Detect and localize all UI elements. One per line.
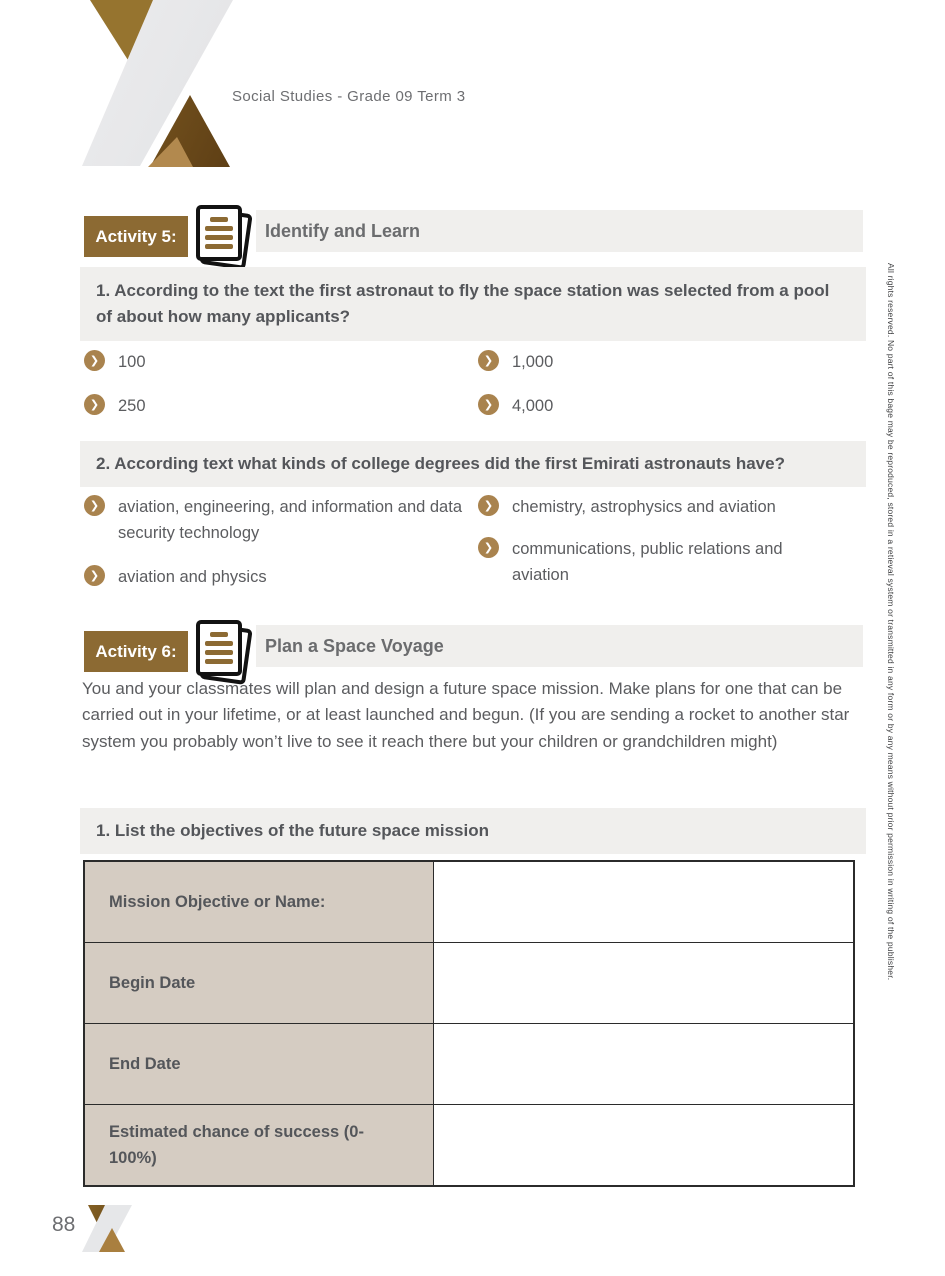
chevron-bullet-icon: ❯ — [478, 537, 499, 558]
question-1-options — [84, 349, 866, 437]
task1-heading: 1. List the objectives of the future space mission — [96, 821, 489, 840]
row-answer-cell[interactable] — [434, 862, 853, 942]
chevron-bullet-icon: ❯ — [84, 565, 105, 586]
chevron-bullet-icon: ❯ — [478, 350, 499, 371]
option-q2-b[interactable] — [84, 564, 478, 590]
option-q1-b[interactable] — [84, 393, 478, 419]
page-content — [80, 0, 866, 1276]
chevron-bullet-icon: ❯ — [84, 495, 105, 516]
option-q2-d[interactable] — [478, 536, 866, 588]
copyright-notice: All rights reserved. No part of this bage may be reproduced, stored in a retieval system or transmitted in any form or by any means without prior permission in writing of the publisher. — [886, 263, 896, 981]
row-label: End Date — [85, 1024, 434, 1104]
document-pages-icon — [194, 618, 252, 684]
activity6-title: Plan a Space Voyage — [265, 635, 444, 656]
mission-plan-table — [83, 860, 855, 1187]
row-label: Begin Date — [85, 943, 434, 1023]
option-label: 1,000 — [512, 353, 554, 371]
document-front-page — [196, 620, 242, 676]
footer-logo — [80, 1203, 135, 1253]
row-answer-cell[interactable] — [434, 1024, 853, 1104]
activity6-badge: Activity 6: — [84, 631, 188, 672]
task1-heading-box — [80, 808, 866, 854]
table-row — [85, 943, 853, 1024]
option-q2-a[interactable] — [84, 494, 478, 546]
option-label: chemistry, astrophysics and aviation — [512, 498, 776, 516]
row-label: Estimated chance of success (0-100%) — [85, 1105, 434, 1185]
option-q2-c[interactable] — [478, 494, 866, 520]
question-2-text: 2. According text what kinds of college degrees did the first Emirati astronauts have? — [96, 454, 785, 473]
option-label: communications, public relations and aviation — [512, 540, 783, 584]
question-2-right-column — [478, 494, 866, 608]
question-2-options — [84, 494, 866, 608]
option-q1-d[interactable] — [478, 393, 866, 419]
chevron-bullet-icon: ❯ — [478, 495, 499, 516]
row-answer-cell[interactable] — [434, 943, 853, 1023]
activity5-title: Identify and Learn — [265, 220, 421, 241]
table-row — [85, 1024, 853, 1105]
table-row — [85, 862, 853, 943]
option-label: aviation and physics — [118, 568, 267, 586]
chevron-bullet-icon: ❯ — [84, 394, 105, 415]
row-label: Mission Objective or Name: — [85, 862, 434, 942]
document-front-page — [196, 205, 242, 261]
option-label: aviation, engineering, and information and data security technology — [118, 498, 462, 542]
question-1-box — [80, 267, 866, 341]
activity6-title-bar — [256, 625, 863, 667]
question-1-text: 1. According to the text the first astronaut to fly the space station was selected from a pool of about how many applicants? — [96, 281, 830, 326]
activity5-badge: Activity 5: — [84, 216, 188, 257]
activity6-intro-paragraph: You and your classmates will plan and design a future space mission. Make plans for one that can be carried out in your lifetime, or at least launched and begun. (If you are sending a rocket to another star system you probably won’t live to see it reach there but your children or grandchildren might) — [82, 679, 850, 751]
chevron-bullet-icon: ❯ — [84, 350, 105, 371]
question-2-left-column — [84, 494, 478, 608]
option-label: 4,000 — [512, 397, 554, 415]
option-q1-a[interactable] — [84, 349, 478, 375]
page-number: 88 — [52, 1213, 76, 1236]
row-answer-cell[interactable] — [434, 1105, 853, 1185]
activity5-title-bar — [256, 210, 863, 252]
document-pages-icon — [194, 203, 252, 269]
option-label: 100 — [118, 353, 146, 371]
option-label: 250 — [118, 397, 146, 415]
chevron-bullet-icon: ❯ — [478, 394, 499, 415]
question-2-box — [80, 441, 866, 487]
option-q1-c[interactable] — [478, 349, 866, 375]
table-row — [85, 1105, 853, 1185]
page-header-title: Social Studies - Grade 09 Term 3 — [232, 88, 466, 105]
